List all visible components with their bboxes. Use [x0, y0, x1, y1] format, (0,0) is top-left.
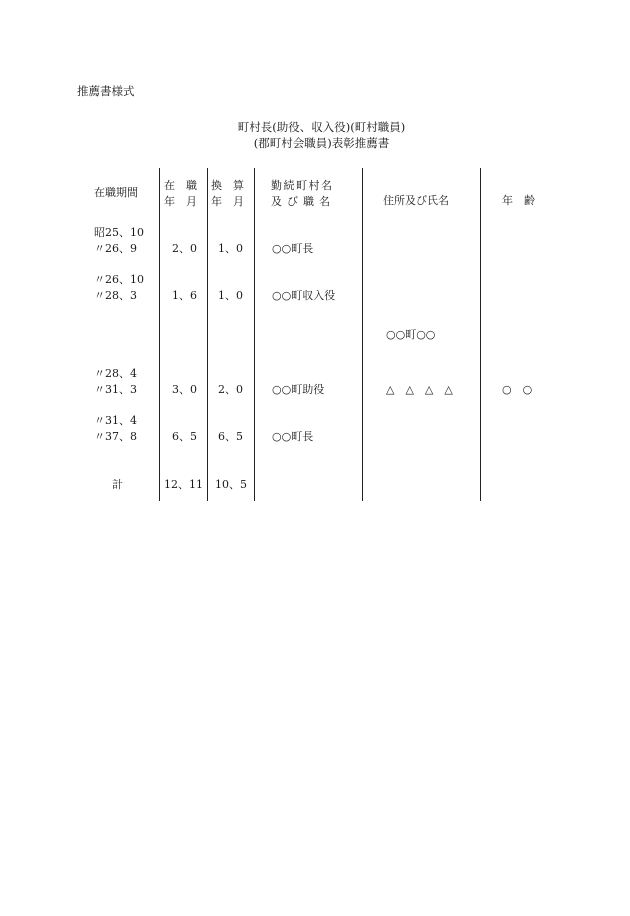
column-divider: [254, 168, 255, 501]
person-name: △ △ △ △: [386, 383, 453, 396]
row-position: ○○町長: [272, 430, 314, 443]
row-converted: 6、5: [218, 430, 243, 443]
row-period-to: 〃31、3: [94, 383, 137, 396]
row-tenure: 1、6: [172, 289, 197, 302]
header-position-line1: 勤続町村名: [271, 179, 334, 192]
row-position: ○○町収入役: [272, 289, 336, 302]
address: ○○町○○: [386, 328, 436, 341]
row-period-to: 〃37、8: [94, 430, 137, 443]
row-converted: 1、0: [218, 242, 243, 255]
column-divider: [159, 168, 160, 501]
row-position: ○○町長: [272, 242, 314, 255]
row-tenure: 6、5: [172, 430, 197, 443]
column-divider: [480, 168, 481, 501]
row-tenure: 2、0: [172, 242, 197, 255]
row-period-to: 〃28、3: [94, 289, 137, 302]
header-period: 在職期間: [94, 186, 138, 199]
row-period-to: 〃26、9: [94, 242, 137, 255]
header-age: 年 齢: [502, 194, 535, 207]
total-tenure: 12、11: [164, 478, 203, 491]
row-converted: 1、0: [218, 289, 243, 302]
header-tenure-line2: 年 月: [164, 195, 197, 208]
header-converted-line2: 年 月: [211, 195, 244, 208]
header-address-name: 住所及び氏名: [383, 194, 449, 207]
row-period-from: 〃28、4: [94, 367, 137, 380]
column-divider: [207, 168, 208, 501]
document-title-line2: (郡町村会職員)表彰推薦書: [253, 136, 390, 150]
age-value: ○ ○: [502, 383, 533, 396]
row-position: ○○町助役: [272, 383, 325, 396]
header-position-line2: 及び職名: [271, 195, 335, 208]
header-converted-line1: 換 算: [211, 179, 244, 192]
row-period-from: 昭25、10: [94, 226, 144, 239]
row-period-from: 〃31、4: [94, 414, 137, 427]
total-converted: 10、5: [215, 478, 247, 491]
row-converted: 2、0: [218, 383, 243, 396]
form-label: 推薦書様式: [77, 84, 135, 98]
row-tenure: 3、0: [172, 383, 197, 396]
header-tenure-line1: 在 職: [164, 179, 197, 192]
document-title-line1: 町村長(助役、収入役)(町村職員): [237, 120, 406, 134]
row-period-from: 〃26、10: [94, 273, 144, 286]
column-divider: [362, 168, 363, 501]
total-label: 計: [112, 478, 123, 491]
